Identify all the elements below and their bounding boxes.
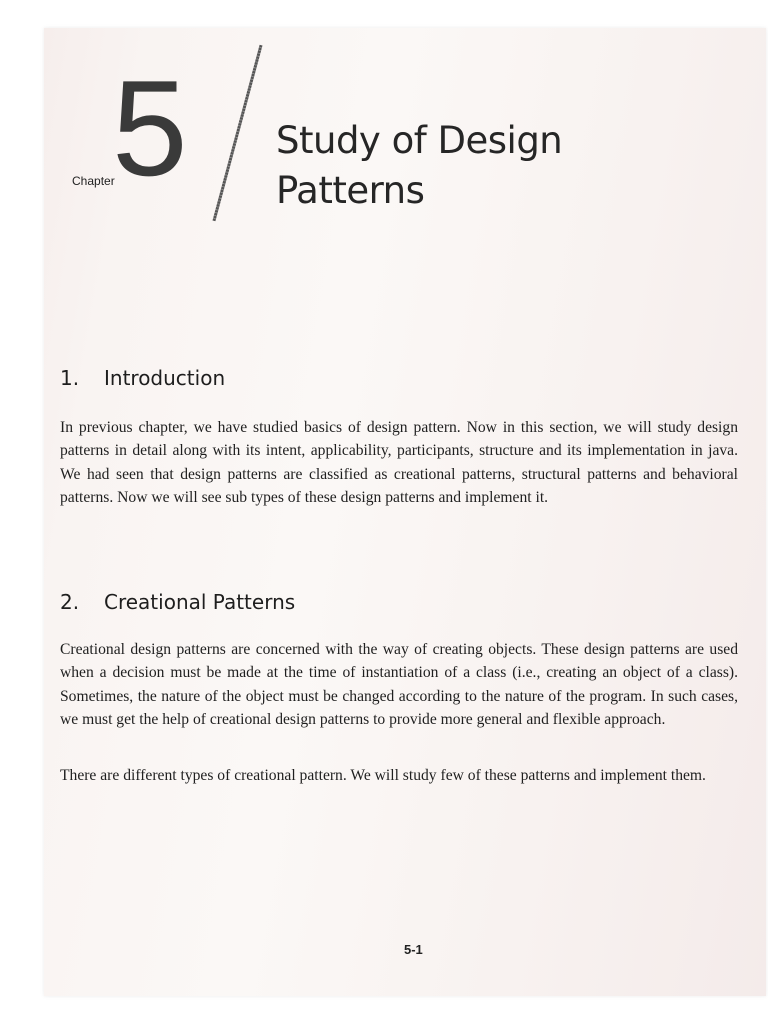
chapter-number: 5: [112, 52, 184, 204]
introduction-paragraph: In previous chapter, we have studied basics of design pattern. Now in this section, we will study design patterns in detail along with its intent, applicability, participants, structure and its implementation in java. We had seen that design patterns are classified as creational patterns, structural patterns and behavioral patterns. Now we will see sub types of these design patterns and implement it.: [60, 419, 738, 506]
chapter-title: [276, 116, 616, 216]
creational-paragraph-1: Creational design patterns are concerned with the way of creating objects. These design patterns are used when a decision must be made at the time of instantiation of a class (i.e., creating an object of a class). Sometimes, the nature of the object must be changed according to the nature of the program. In such cases, we must get the help of creational design patterns to provide more general and flexible approach.: [60, 641, 738, 728]
creational-paragraph-2: There are different types of creational pattern. We will study few of these patterns and implement them.: [60, 767, 706, 784]
section-heading-introduction: [60, 366, 225, 390]
section-number: 2.: [60, 590, 80, 614]
section-title: Introduction: [104, 366, 226, 390]
section-heading-creational-patterns: [60, 590, 295, 614]
page-number: 5-1: [404, 942, 423, 957]
chapter-title-line-2: Patterns: [276, 169, 425, 212]
chapter-title-line-1: Study of Design: [276, 119, 563, 162]
section-title: Creational Patterns: [104, 590, 296, 614]
section-number: 1.: [60, 366, 80, 390]
chapter-label: Chapter: [72, 174, 115, 188]
